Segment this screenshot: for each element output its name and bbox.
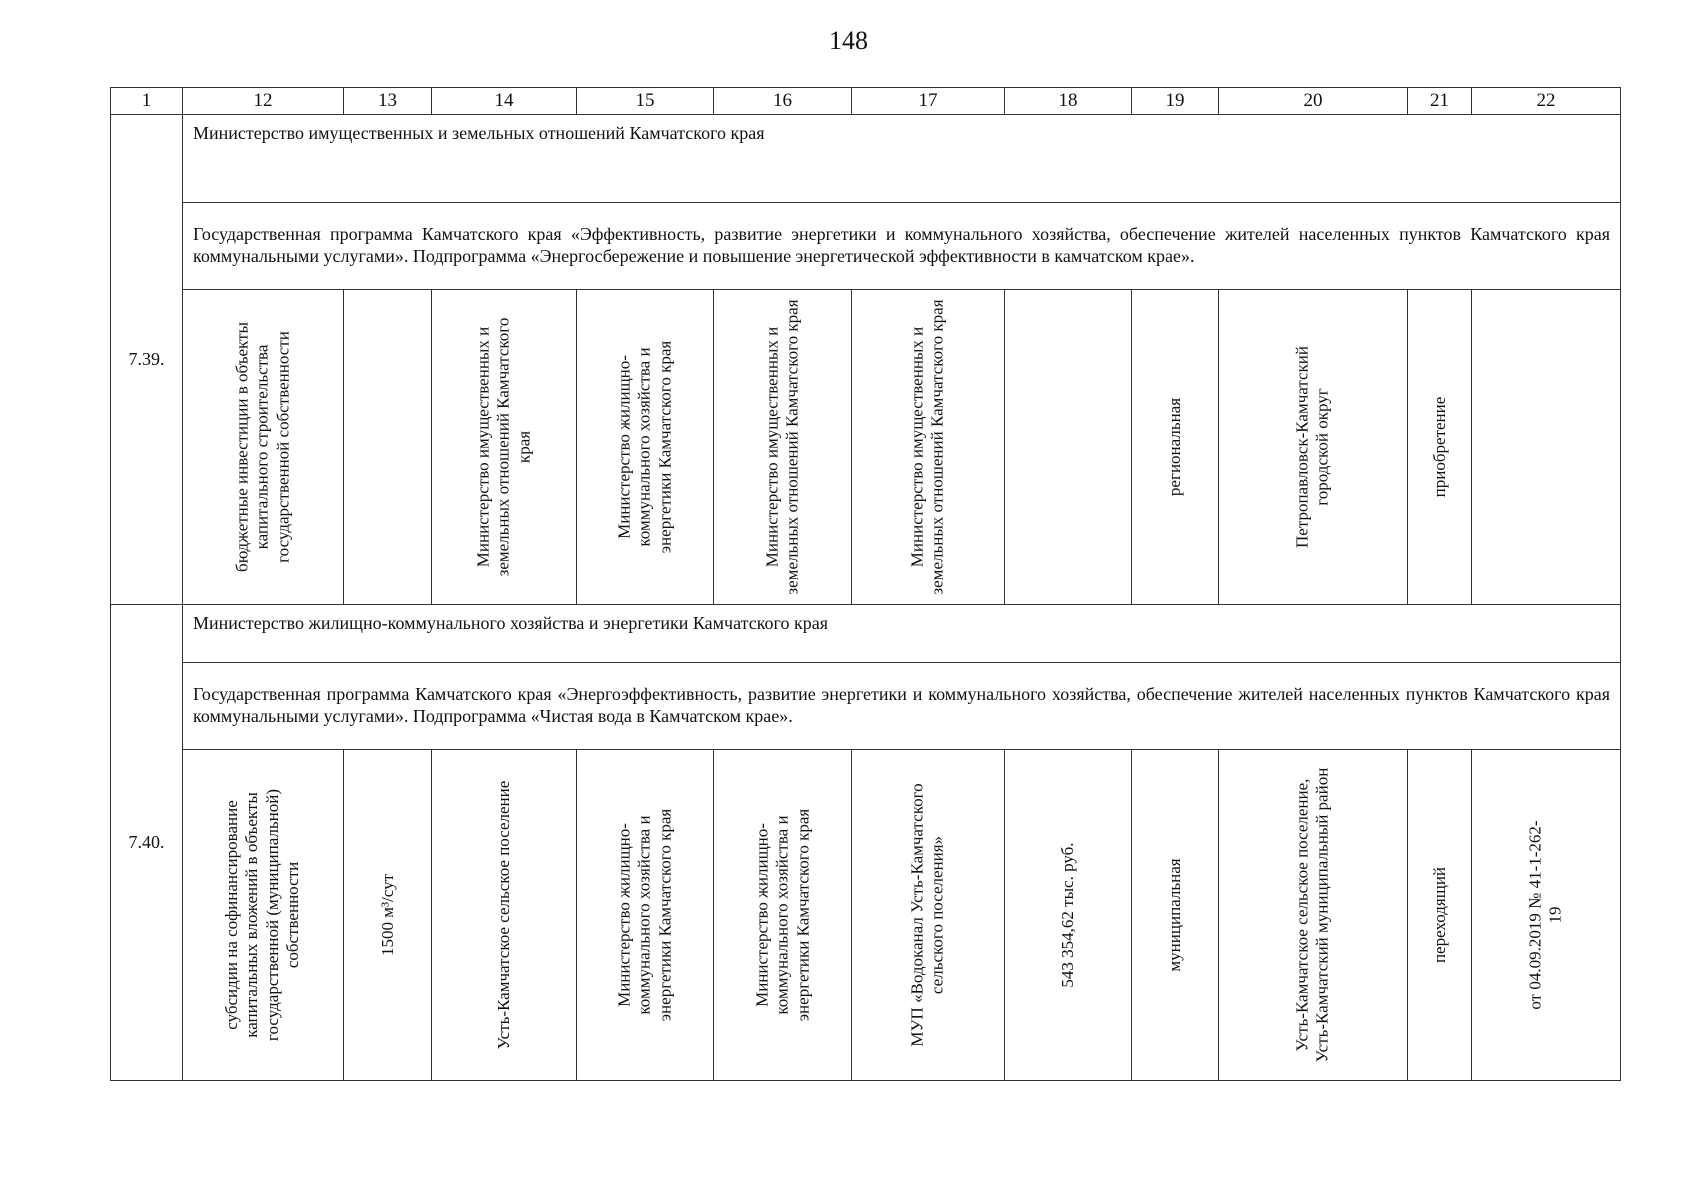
col16-cell: Министерство жилищно-коммунального хозяйства и энергетики Камчатского края <box>714 750 852 1081</box>
col12-cell: субсидии на софинансирование капитальных вложений в объекты государственной (муниципальной) собственности <box>183 750 344 1081</box>
col19-cell: региональная <box>1132 290 1219 605</box>
table-row <box>111 203 1621 290</box>
col22-cell: от 04.09.2019 № 41-1-262-19 <box>1472 750 1621 1081</box>
page-number: 148 <box>829 26 868 55</box>
table-row <box>111 750 1621 1081</box>
table-row <box>111 605 1621 663</box>
column-header: 20 <box>1219 88 1408 115</box>
column-header: 1 <box>111 88 183 115</box>
col16-cell: Министерство имущественных и земельных отношений Камчатского края <box>714 290 852 605</box>
program-cell: Государственная программа Камчатского края «Энергоэффективность, развитие энергетики и коммунального хозяйства, обеспечение жителей населенных пунктов Камчатского края коммунальными услугами». Подпрограмма «Чистая вода в Камчатском крае». <box>183 663 1621 750</box>
col14-cell: Усть-Камчатское сельское поселение <box>432 750 577 1081</box>
table-row <box>111 290 1621 605</box>
organization-cell: Министерство имущественных и земельных отношений Камчатского края <box>183 115 1621 203</box>
col14-cell: Министерство имущественных и земельных отношений Камчатского края <box>432 290 577 605</box>
column-header: 15 <box>577 88 714 115</box>
column-header: 13 <box>344 88 432 115</box>
col18-cell: 543 354,62 тыс. руб. <box>1005 750 1132 1081</box>
col20-cell: Петропавловск-Камчатский городской округ <box>1219 290 1408 605</box>
column-header: 19 <box>1132 88 1219 115</box>
column-header: 17 <box>852 88 1005 115</box>
row-number: 7.40. <box>111 605 183 1081</box>
col13-cell: 1500 м³/сут <box>344 750 432 1081</box>
col15-cell: Министерство жилищно-коммунального хозяйства и энергетики Камчатского края <box>577 290 714 605</box>
column-header: 12 <box>183 88 344 115</box>
column-header: 18 <box>1005 88 1132 115</box>
organization-cell: Министерство жилищно-коммунального хозяйства и энергетики Камчатского края <box>183 605 1621 663</box>
column-header: 22 <box>1472 88 1621 115</box>
column-header: 14 <box>432 88 577 115</box>
col17-cell: Министерство имущественных и земельных отношений Камчатского края <box>852 290 1005 605</box>
program-cell: Государственная программа Камчатского края «Эффективность, развитие энергетики и коммунального хозяйства, обеспечение жителей населенных пунктов Камчатского края коммунальными услугами». Подпрограмма «Энергосбережение и повышение энергетической эффективности в камчатском крае». <box>183 203 1621 290</box>
col21-cell: приобретение <box>1408 290 1472 605</box>
col15-cell: Министерство жилищно-коммунального хозяйства и энергетики Камчатского края <box>577 750 714 1081</box>
table-row <box>111 115 1621 203</box>
col21-cell: переходящий <box>1408 750 1472 1081</box>
col22-cell <box>1472 290 1621 605</box>
column-header: 21 <box>1408 88 1472 115</box>
column-header: 16 <box>714 88 852 115</box>
col20-cell: Усть-Камчатское сельское поселение, Усть-Камчатский муниципальный район <box>1219 750 1408 1081</box>
col19-cell: муниципальная <box>1132 750 1219 1081</box>
row-number: 7.39. <box>111 115 183 605</box>
col12-cell: бюджетные инвестиции в объекты капитального строительства государственной собственности <box>183 290 344 605</box>
col13-cell <box>344 290 432 605</box>
table-row <box>111 663 1621 750</box>
header-row <box>111 88 1621 115</box>
col17-cell: МУП «Водоканал Усть-Камчатского сельского поселения» <box>852 750 1005 1081</box>
col18-cell <box>1005 290 1132 605</box>
registry-table <box>110 87 1621 1081</box>
